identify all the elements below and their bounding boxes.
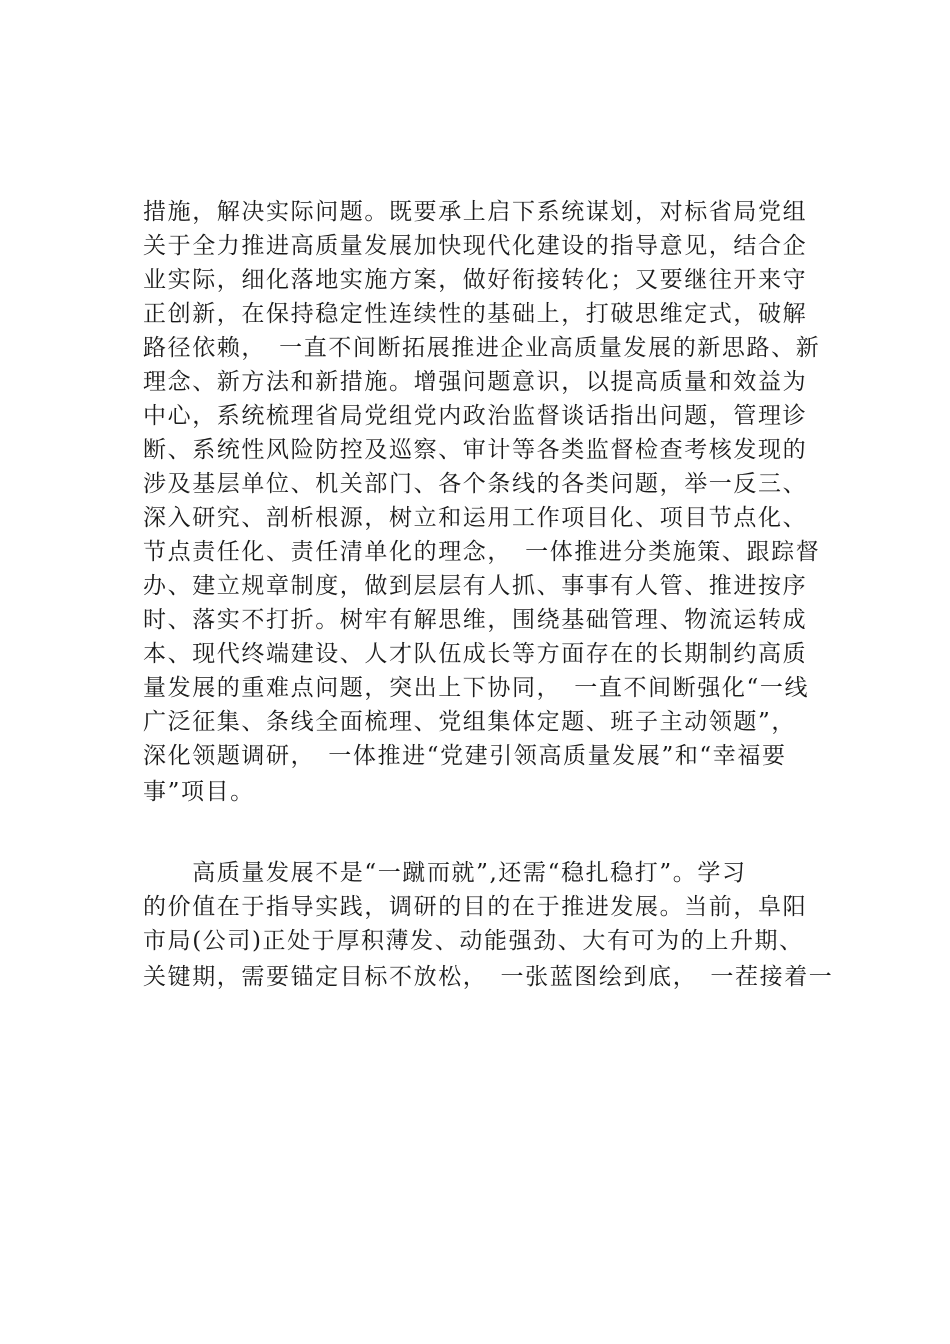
paragraph-1-line-2: 关于全力推进高质量发展加快现代化建设的指导意见，结合企 bbox=[143, 233, 808, 259]
paragraph-1-line-13: 时、落实不打折。树牢有解思维，围绕基础管理、物流运转成 bbox=[143, 607, 808, 633]
paragraph-1-line-4: 正创新，在保持稳定性连续性的基础上，打破思维定式，破解 bbox=[143, 301, 808, 327]
paragraph-1-line-12: 办、建立规章制度，做到层层有人抓、事事有人管、推进按序 bbox=[143, 573, 808, 599]
paragraph-1-line-6: 理念、新方法和新措施。增强问题意识，以提高质量和效益为 bbox=[143, 369, 808, 395]
paragraph-1-line-5: 路径依赖， 一直不间断拓展推进企业高质量发展的新思路、新 bbox=[143, 335, 821, 361]
paragraph-1-line-15: 量发展的重难点问题，突出上下协同， 一直不间断强化“一线 bbox=[143, 675, 810, 701]
paragraph-2-line-4: 关键期，需要锚定目标不放松， 一张蓝图绘到底， 一茬接着一 bbox=[143, 964, 834, 990]
paragraph-2-line-3: 市局(公司)正处于厚积薄发、动能强劲、大有可为的上升期、 bbox=[143, 928, 804, 954]
paragraph-1-line-16: 广泛征集、条线全面梳理、党组集体定题、班子主动领题”， bbox=[143, 709, 796, 735]
paragraph-1-line-11: 节点责任化、责任清单化的理念， 一体推进分类施策、跟踪督 bbox=[143, 539, 821, 565]
paragraph-1-line-14: 本、现代终端建设、人才队伍成长等方面存在的长期制约高质 bbox=[143, 641, 808, 667]
paragraph-1-line-8: 断、系统性风险防控及巡察、审计等各类监督检查考核发现的 bbox=[143, 437, 808, 463]
paragraph-1-line-10: 深入研究、剖析根源，树立和运用工作项目化、项目节点化、 bbox=[143, 505, 808, 531]
paragraph-1-line-9: 涉及基层单位、机关部门、各个条线的各类问题，举一反三、 bbox=[143, 471, 808, 497]
paragraph-1-line-7: 中心，系统梳理省局党组党内政治监督谈话指出问题，管理诊 bbox=[143, 403, 808, 429]
paragraph-1-line-1: 措施，解决实际问题。既要承上启下系统谋划，对标省局党组 bbox=[143, 199, 808, 225]
paragraph-2-line-1: 高质量发展不是“一蹴而就”,还需“稳扎稳打”。学习 bbox=[143, 860, 747, 886]
paragraph-1-line-18: 事”项目。 bbox=[143, 779, 255, 805]
paragraph-1-line-17: 深化领题调研， 一体推进“党建引领高质量发展”和“幸福要 bbox=[143, 743, 787, 769]
paragraph-2-line-2: 的价值在于指导实践，调研的目的在于推进发展。当前，阜阳 bbox=[143, 894, 808, 920]
paragraph-1-line-3: 业实际，细化落地实施方案，做好衔接转化；又要继往开来守 bbox=[143, 267, 808, 293]
